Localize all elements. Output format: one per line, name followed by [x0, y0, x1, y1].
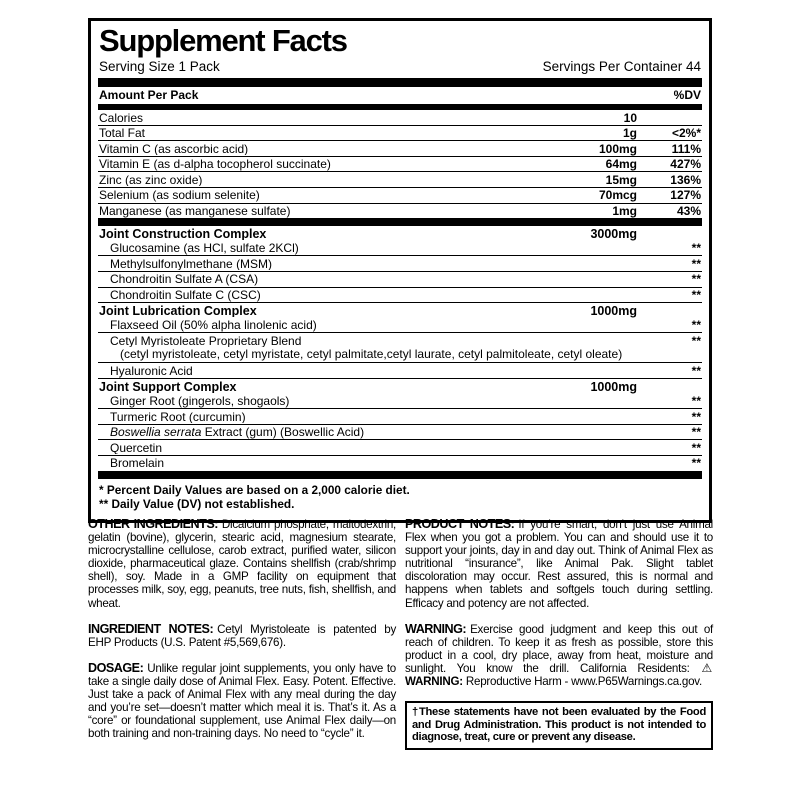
warning-text: Exercise good judgment and keep this out of reach of children. To keep it as fresh as possible, store this product in a cool, dry place, away from heat, moisture and sunlight. You know the drill. California Residents:	[405, 622, 713, 675]
ingredient-row-flaxseed: Flaxseed Oil (50% alpha linolenic acid) **	[98, 318, 702, 334]
footnotes	[98, 479, 702, 514]
ingredient-row-msm: Methylsulfonylmethane (MSM) **	[98, 256, 702, 272]
divider-bar-top	[98, 78, 702, 87]
divider-bar-bottom	[98, 471, 702, 479]
prop65-warning-heading: WARNING:	[405, 675, 463, 689]
ingredient-row-turmeric: Turmeric Root (curcumin) **	[98, 409, 702, 425]
nutrient-row-vitamin-c: Vitamin C (as ascorbic acid) 100mg 111%	[99, 141, 701, 156]
complex-header-support: Joint Support Complex 1000mg	[99, 379, 637, 394]
footnote-daily-values: * Percent Daily Values are based on a 2,000 calorie diet.	[99, 482, 410, 497]
product-notes-text: If you’re smart, don’t just use Animal Flex when you got a problem. You can and should use it to support your joints, day in and day out. Think of Animal Flex as nutritional “insurance”, like Animal Pak. Slight tablet discoloration may occur. Rest assured, this is normal and happens when tablets and softgels touch during settling. Efficacy and potency are not affected.	[405, 518, 714, 610]
warning-heading: WARNING:	[405, 621, 467, 636]
ingredient-row-glucosamine: Glucosamine (as HCl, sulfate 2KCl) **	[98, 241, 702, 257]
ingredient-row-ginger: Ginger Root (gingerols, shogaols) **	[98, 394, 702, 410]
left-column	[88, 518, 396, 753]
other-ingredients-section	[88, 518, 396, 610]
product-notes-section	[405, 518, 713, 610]
amount-per-pack-header: Amount Per Pack	[99, 88, 199, 102]
product-notes-heading: PRODUCT NOTES:	[405, 517, 515, 531]
nutrient-row-zinc: Zinc (as zinc oxide) 15mg 136%	[99, 172, 701, 187]
ingredient-notes-section	[88, 623, 396, 649]
column-header-row	[98, 87, 702, 104]
other-ingredients-text: Dicalcium phosphate, maltodextrin, gelatin (bovine), glycerin, stearic acid, magnesium stearate, microcrystalline cellulose, carob extract, purified water, silicon dioxide, pharmaceutical glaze. Contains shellfish (crab/shrimp shell), soy. Made in a GMP facility on equipment that processes milk, soy, egg, peanuts, tree nuts, fish, shellfish, and wheat.	[88, 518, 397, 610]
ingredient-notes-heading: INGREDIENT NOTES:	[88, 621, 214, 636]
footnote-dv-not-established: ** Daily Value (DV) not established.	[99, 497, 295, 512]
nutrient-row-vitamin-e: Vitamin E (as d-alpha tocopherol succinate) 64mg 427%	[99, 157, 701, 172]
nutrient-row-calories: Calories 10	[98, 110, 702, 126]
ingredient-row-hyaluronic: Hyaluronic Acid **	[98, 363, 702, 379]
dosage-heading: DOSAGE:	[88, 660, 144, 675]
ingredient-row-cetyl-blend-components: (cetyl myristoleate, cetyl myristate, cetyl palmitate,cetyl laurate, cetyl palmitoleate, cetyl oleate)	[98, 348, 702, 364]
ingredient-row-boswellia: Boswellia serrata Extract (gum) (Boswellic Acid) **	[98, 425, 702, 441]
dv-header: %DV	[673, 88, 701, 102]
serving-row	[98, 58, 702, 78]
prop65-warning-text: Reproductive Harm - www.P65Warnings.ca.gov.	[465, 675, 702, 689]
serving-size: Serving Size 1 Pack	[99, 59, 220, 74]
ingredient-row-quercetin: Quercetin **	[98, 440, 702, 456]
nutrient-row-total-fat: Total Fat 1g <2%*	[99, 126, 701, 141]
other-ingredients-heading: OTHER INGREDIENTS:	[88, 517, 218, 531]
right-column	[405, 518, 713, 753]
dosage-section	[88, 662, 396, 741]
complex-header-construction: Joint Construction Complex 3000mg	[99, 226, 637, 241]
warning-triangle-icon: ⚠	[701, 660, 712, 675]
supplement-facts-panel	[88, 18, 712, 523]
ingredient-notes-text: Cetyl Myristoleate is patented by EHP Products (U.S. Patent #5,569,676).	[88, 622, 396, 649]
nutrient-row-selenium: Selenium (as sodium selenite) 70mcg 127%	[99, 188, 701, 203]
panel-title: Supplement Facts	[99, 23, 347, 58]
warning-section	[405, 623, 713, 688]
divider-bar-nutrients	[98, 218, 702, 226]
servings-per-container: Servings Per Container 44	[542, 59, 701, 74]
info-columns	[88, 518, 713, 753]
ingredient-row-bromelain: Bromelain **	[110, 456, 701, 471]
ingredient-row-cetyl-blend: Cetyl Myristoleate Proprietary Blend **	[110, 333, 701, 348]
dosage-text: Unlike regular joint supplements, you only have to take a single daily dose of Animal Flex. Easy. Potent. Effective. Just take a pack of Animal Flex with any meal during the day and you’re set—doesn’t matter which meal it is. That’s it. As a “core” or foundational supplement, use Animal Flex daily—on both training and non-training days. No need to “cycle” it.	[88, 661, 396, 741]
ingredient-row-csa: Chondroitin Sulfate A (CSA) **	[98, 272, 702, 288]
nutrient-row-manganese: Manganese (as manganese sulfate) 1mg 43%	[99, 204, 701, 219]
ingredient-row-csc: Chondroitin Sulfate C (CSC) **	[98, 288, 702, 304]
fda-disclaimer-box: †These statements have not been evaluated by the Food and Drug Administration. This product is not intended to diagnose, treat, cure or prevent any disease.	[405, 701, 713, 750]
complex-header-lubrication: Joint Lubrication Complex 1000mg	[99, 303, 637, 318]
